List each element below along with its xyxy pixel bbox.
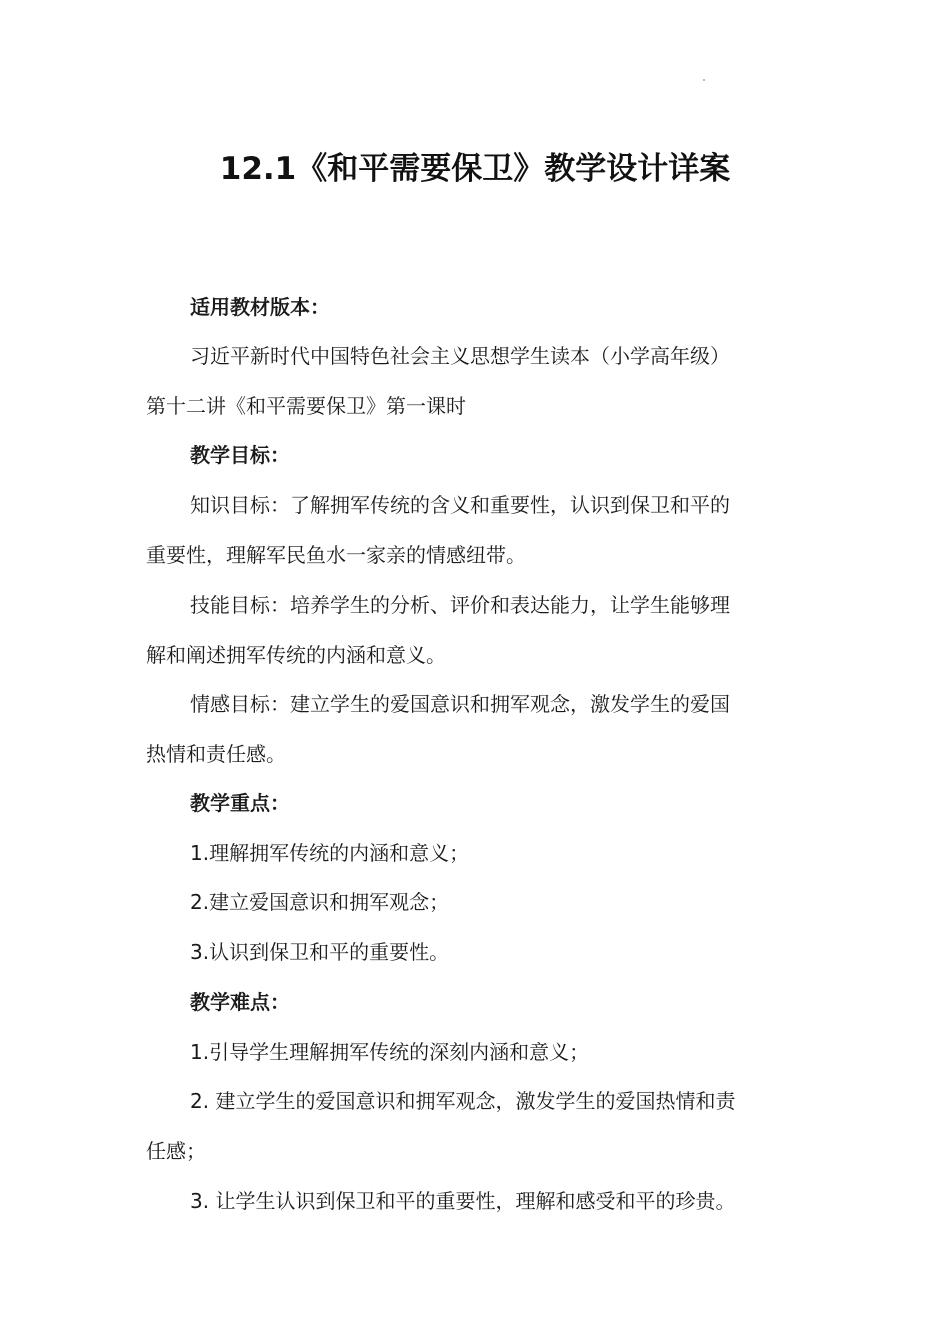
key-point-item-3: 3.认识到保卫和平的重要性。 <box>190 940 450 964</box>
knowledge-objective-line-2: 重要性，理解军民鱼水一家亲的情感纽带。 <box>146 543 526 567</box>
skill-objective-line-1: 技能目标：培养学生的分析、评价和表达能力，让学生能够理 <box>190 593 730 617</box>
document-title: 12.1《和平需要保卫》教学设计详案 <box>219 151 731 187</box>
key-point-item-2: 2.建立爱国意识和拥军观念； <box>190 890 450 914</box>
difficulties-heading: 教学难点： <box>190 990 290 1014</box>
textbook-heading: 适用教材版本： <box>190 295 330 319</box>
emotion-objective-line-2: 热情和责任感。 <box>146 742 286 766</box>
skill-objective-line-2: 解和阐述拥军传统的内涵和意义。 <box>146 643 446 667</box>
corner-mark <box>703 79 705 81</box>
key-point-item-1: 1.理解拥军传统的内涵和意义； <box>190 841 470 865</box>
objectives-heading: 教学目标： <box>190 443 290 467</box>
difficulty-item-1: 1.引导学生理解拥军传统的深刻内涵和意义； <box>190 1040 590 1064</box>
textbook-line-1: 习近平新时代中国特色社会主义思想学生读本（小学高年级） <box>190 344 730 368</box>
difficulty-item-2-line-2: 任感； <box>146 1139 206 1163</box>
knowledge-objective-line-1: 知识目标：了解拥军传统的含义和重要性，认识到保卫和平的 <box>190 493 730 517</box>
difficulty-item-2-line-1: 2. 建立学生的爱国意识和拥军观念，激发学生的爱国热情和责 <box>190 1089 736 1113</box>
difficulty-item-3: 3. 让学生认识到保卫和平的重要性，理解和感受和平的珍贵。 <box>190 1189 736 1213</box>
emotion-objective-line-1: 情感目标：建立学生的爱国意识和拥军观念，激发学生的爱国 <box>190 692 730 716</box>
textbook-line-2: 第十二讲《和平需要保卫》第一课时 <box>146 394 466 418</box>
key-points-heading: 教学重点： <box>190 791 290 815</box>
